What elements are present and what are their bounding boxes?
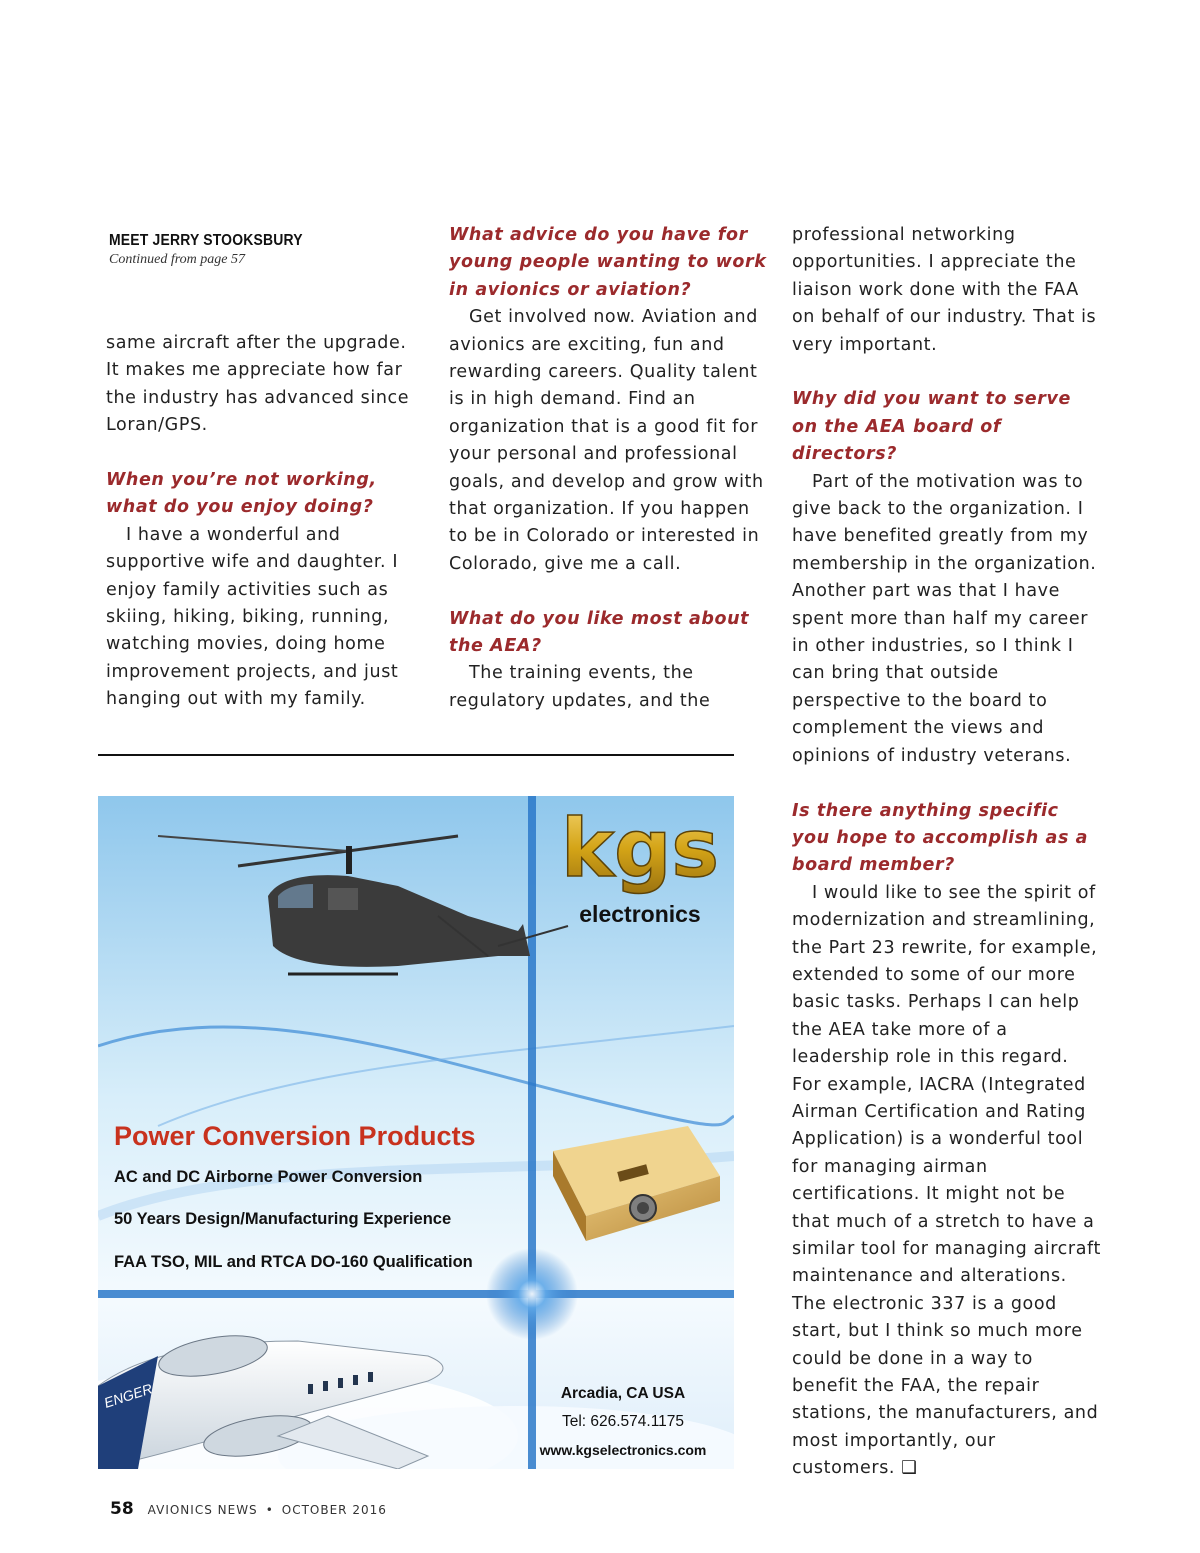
end-mark-icon: ❑ — [901, 1458, 918, 1479]
cross-glow — [486, 1248, 578, 1340]
ad-website-link[interactable]: www.kgselectronics.com — [539, 1442, 707, 1458]
page-number: 58 — [110, 1499, 134, 1519]
cross-vertical — [528, 796, 536, 1469]
paragraph — [792, 880, 1102, 1483]
paragraph: Get involved now. Aviation and avionics are exciting, fun and rewarding careers. Quality talent is in high demand. Find an organization that is a good fit for your personal and professional goals, and develop and grow with that organization. If you happen to be in Colorado or interested in Colorado, give me a call. — [449, 307, 764, 574]
ad-location: Arcadia, CA USA — [560, 1385, 686, 1402]
paragraph-text: I would like to see the spirit of modernization and streamlining, the Part 23 rewrite, for example, extended to some of our more basic tasks. Perhaps I can help the AEA take more of a leadership role in this regard. For example, IACRA (Integrated Airman Certification and Rating Application) is a wonderful tool for managing airman certifications. It might not be that much of a stretch to have a similar tool for managing aircraft maintenance and alterations. The electronic 337 is a good start, but I think so much more could be done in a way to benefit the FAA, the repair stations, the manufacturers, and most importantly, our customers. — [792, 882, 1101, 1479]
article-title: MEET JERRY STOOKSBURY — [109, 232, 303, 249]
text-column-1 — [106, 330, 416, 714]
kgs-advertisement[interactable] — [98, 796, 734, 1469]
paragraph: Part of the motivation was to give back to the organization. I have benefited greatly from my membership in the organization. Another part was that I have spent more than half my career in other industries, so I think I can bring that outside perspective to the board to complement the views and opinions of industry veterans. — [792, 471, 1097, 766]
ad-heading: Power Conversion Products — [114, 1121, 476, 1151]
paragraph: same aircraft after the upgrade. It makes me appreciate how far the industry has advanced since Loran/GPS. — [106, 333, 410, 436]
text-column-2 — [449, 222, 769, 715]
issue-date: OCTOBER 2016 — [281, 1503, 387, 1517]
footer-separator: • — [265, 1503, 274, 1517]
paragraph: professional networking opportunities. I appreciate the liaison work done with the FAA on behalf of our industry. That is very important. — [792, 225, 1097, 355]
question-heading: What do you like most about the AEA? — [449, 608, 750, 657]
kgs-logo: kgs — [560, 802, 720, 895]
kgs-logo-subtitle: electronics — [579, 901, 701, 927]
cross-horizontal — [98, 1290, 734, 1298]
question-heading: Is there anything specific you hope to accomplish as a board member? — [792, 800, 1089, 876]
ad-feature-1: AC and DC Airborne Power Conversion — [114, 1168, 423, 1186]
jet-livery-text: ENGER — [101, 1380, 155, 1411]
question-heading: Why did you want to serve on the AEA board of directors? — [792, 389, 1071, 465]
ad-feature-3: FAA TSO, MIL and RTCA DO-160 Qualification — [114, 1253, 473, 1271]
question-heading: When you’re not working, what do you enjoy doing? — [106, 470, 377, 518]
text-column-3 — [792, 222, 1102, 1483]
publication-name: AVIONICS NEWS — [147, 1503, 258, 1517]
ad-feature-2: 50 Years Design/Manufacturing Experience — [114, 1210, 452, 1228]
article-header — [109, 232, 324, 268]
question-heading: What advice do you have for young people wanting to work in avionics or aviation? — [449, 225, 767, 300]
ad-phone: Tel: 626.574.1175 — [561, 1413, 685, 1430]
section-divider — [98, 754, 734, 756]
page-footer — [110, 1499, 387, 1519]
paragraph: The training events, the regulatory updates, and the — [449, 663, 711, 711]
paragraph: I have a wonderful and supportive wife and daughter. I enjoy family activities such as skiing, hiking, biking, running, watching movies, doing home improvement projects, and just hanging out with my family. — [106, 524, 399, 710]
continued-note: Continued from page 57 — [109, 252, 245, 267]
